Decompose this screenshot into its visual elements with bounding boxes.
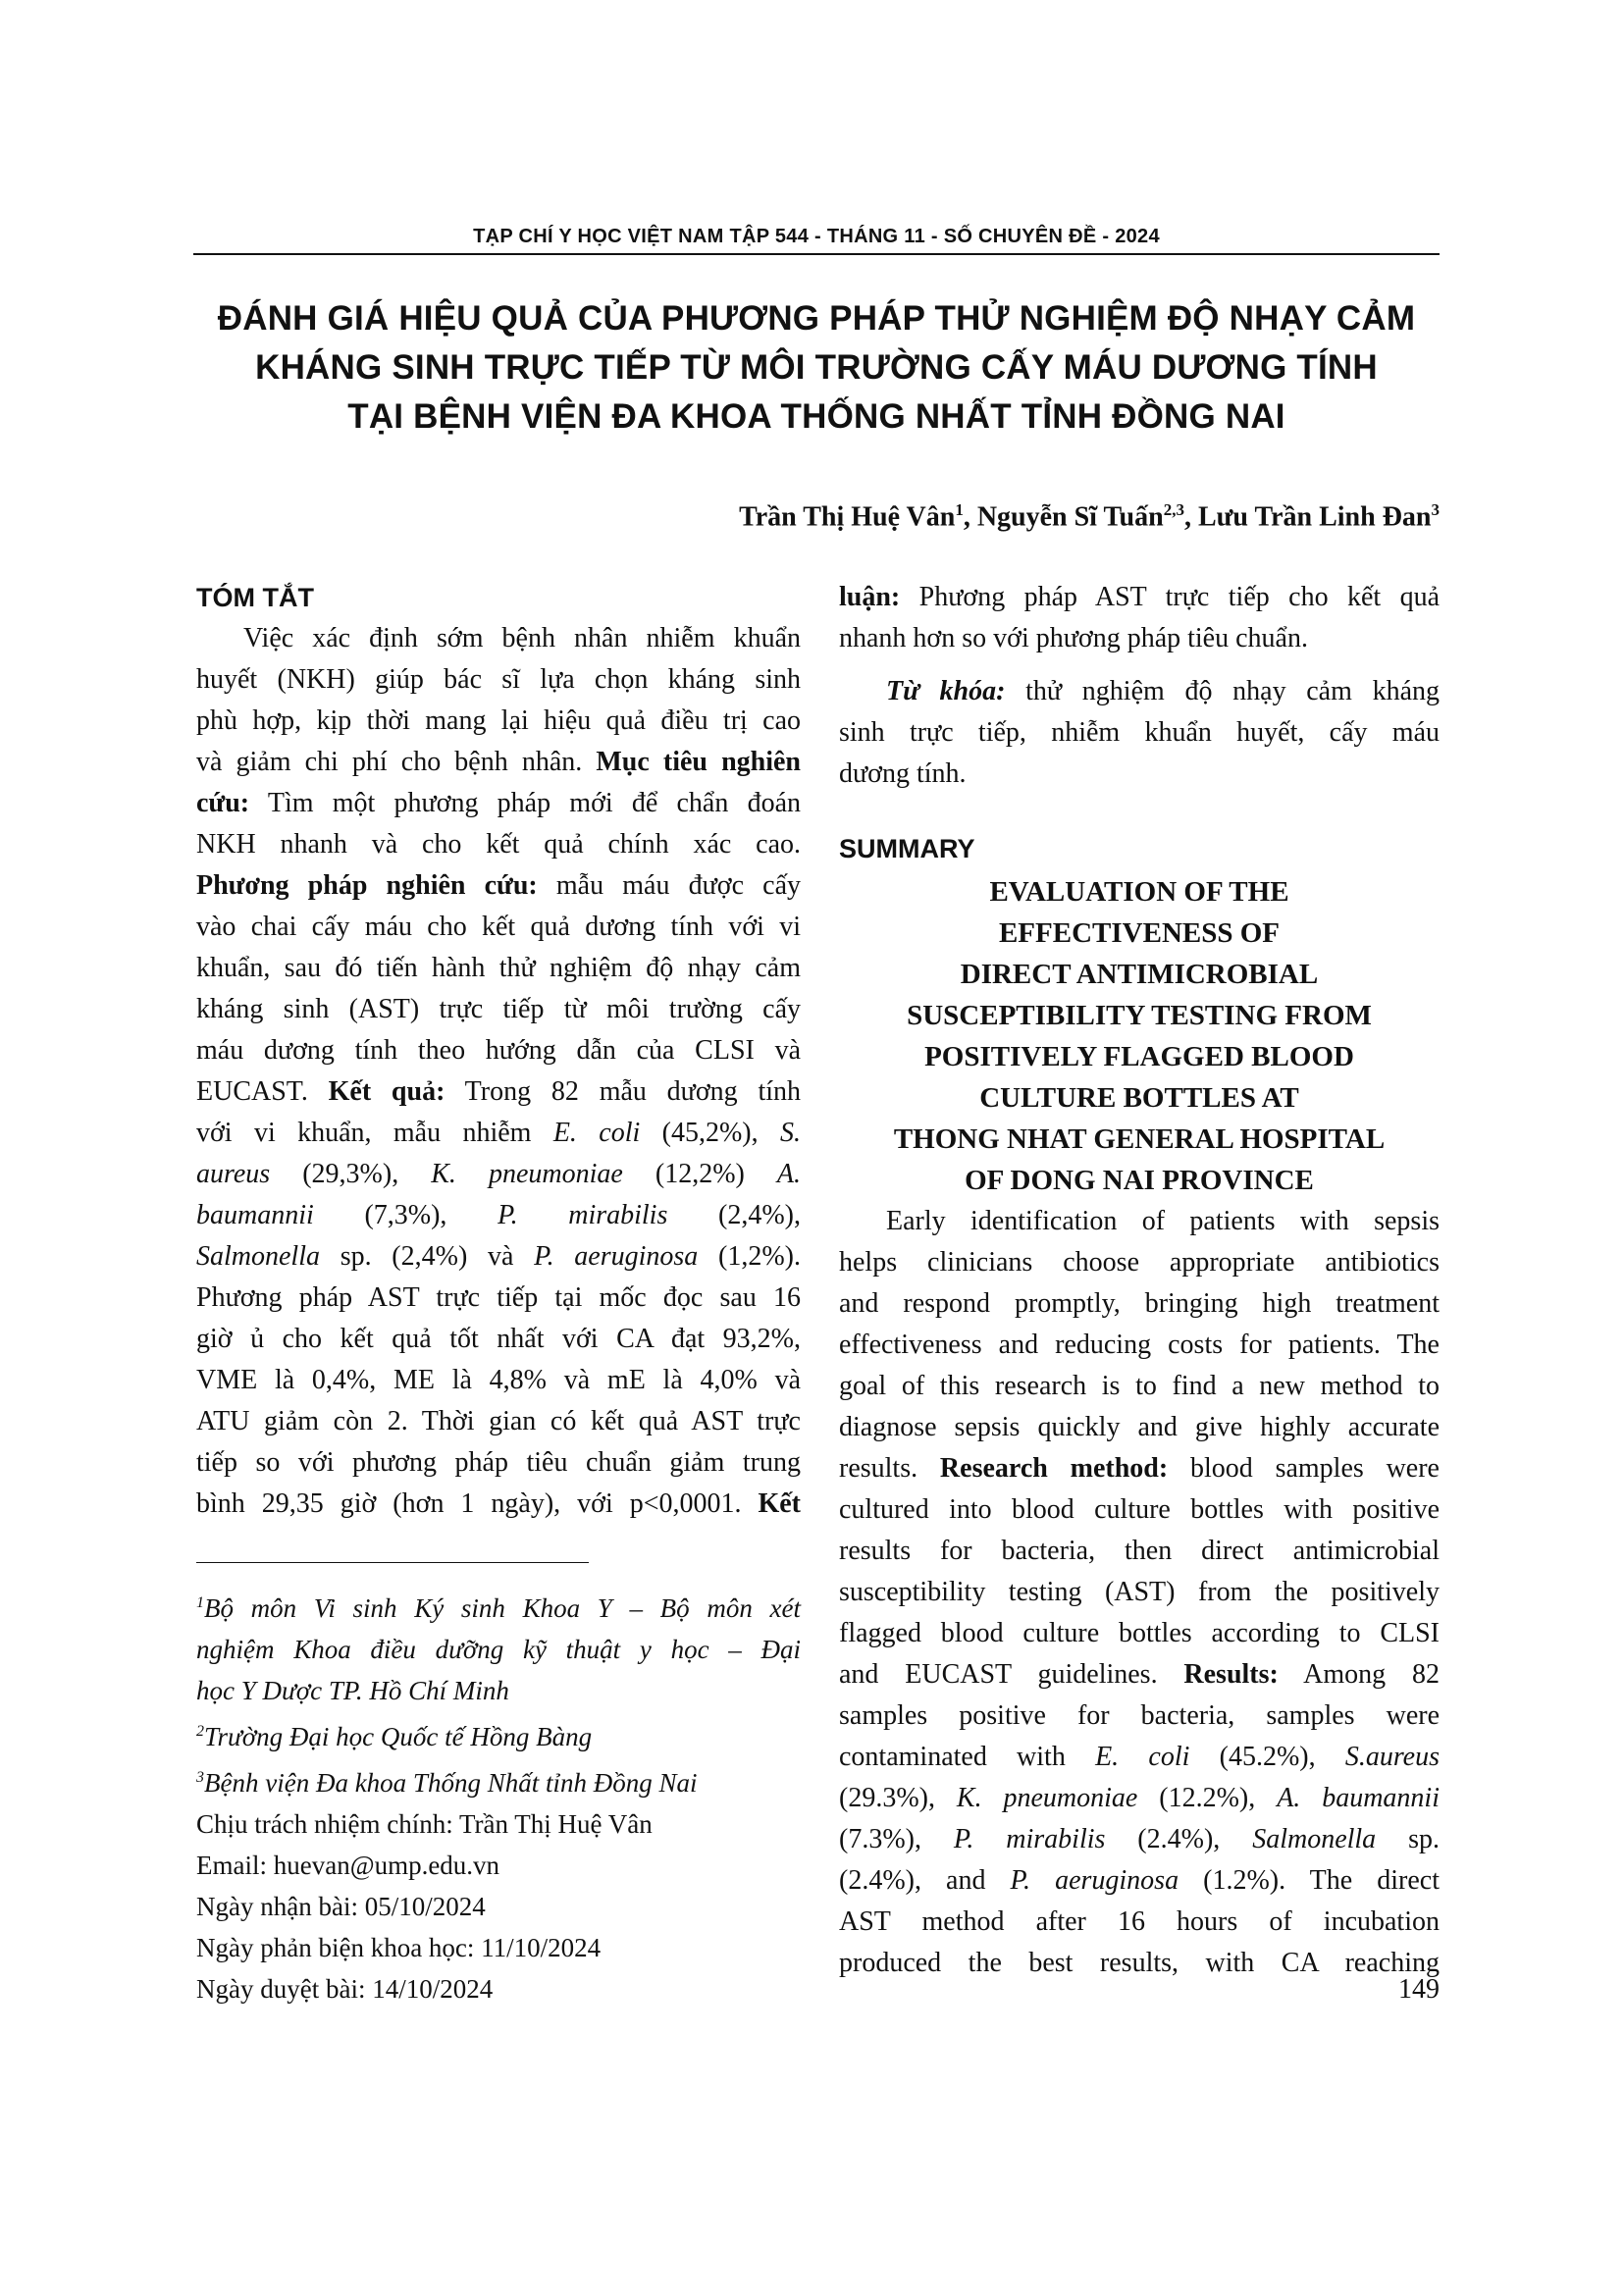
abstract-line: máu dương tính theo hướng dẫn của CLSI và [196,1035,801,1066]
summary-paragraph [839,1201,1440,1984]
abstract-line: nhanh hơn so với phương pháp tiêu chuẩn. [839,623,1308,653]
abstract-line: và giảm chi phí cho bệnh nhân. Mục tiêu nghiên [196,747,801,777]
keywords-line: sinh trực tiếp, nhiễm khuẩn huyết, cấy máu [839,717,1440,748]
summary-line: diagnose sepsis quickly and give highly accurate [839,1412,1440,1442]
footnote-line: học Y Dược TP. Hồ Chí Minh [196,1676,509,1705]
summary-line: contaminated with E. coli (45.2%), S.aureus [839,1742,1441,1772]
abstract-heading: TÓM TẮT [196,583,314,612]
affiliation-3 [196,1757,801,1803]
author-affiliation-mark: 1 [955,500,964,519]
footnote-line: $^1$Bộ môn Vi sinh Ký sinh Khoa Y – Bộ môn xét [196,1593,801,1623]
english-title-line: DIRECT ANTIMICROBIAL [960,959,1319,990]
english-title-line: EFFECTIVENESS OF [998,917,1281,949]
summary-line: effectiveness and reducing costs for patients. The [839,1330,1440,1360]
page-number: 149 [1398,1974,1440,2005]
author-affiliation-mark: 3 [1431,500,1440,519]
author-list [739,500,1440,533]
right-column [839,577,1440,1984]
abstract-line: tiếp so với phương pháp tiêu chuẩn giảm trung [196,1447,801,1478]
summary-line: samples positive for bacteria, samples were [839,1700,1440,1731]
journal-header: TẠP CHÍ Y HỌC VIỆT NAM TẬP 544 - THÁNG 11 - SỐ CHUYÊN ĐỀ - 2024 [473,226,1160,247]
author-separator: , [963,501,977,533]
abstract-line: NKH nhanh và cho kết quả chính xác cao. [196,829,801,860]
english-title-line: POSITIVELY FLAGGED BLOOD [924,1041,1354,1072]
summary-line: helps clinicians choose appropriate antibiotics [839,1247,1440,1278]
footnote-line: $^2$Trường Đại học Quốc tế Hồng Bàng [196,1722,593,1751]
english-title-line: THONG NHAT GENERAL HOSPITAL [893,1123,1386,1155]
summary-line: (7.3%), P. mirabilis (2.4%), Salmonella sp. [839,1824,1440,1854]
date-received: Ngày nhận bài: 05/10/2024 [196,1892,486,1921]
title-line-3: TẠI BỆNH VIỆN ĐA KHOA THỐNG NHẤT TỈNH ĐỒNG NAI [347,397,1285,436]
abstract-line: phù hợp, kịp thời mang lại hiệu quả điều trị cao [196,705,801,736]
footnote-line: nghiệm Khoa điều dưỡng kỹ thuật y học – Đại [196,1635,801,1664]
date-reviewed: Ngày phản biện khoa học: 11/10/2024 [196,1933,602,1962]
abstract-line: baumannii (7,3%), P. mirabilis (2,4%), [196,1200,801,1230]
keywords [839,671,1440,795]
summary-heading: SUMMARY [839,834,975,863]
summary-line: produced the best results, with CA reaching [839,1948,1440,1978]
abstract-line: ATU giảm còn 2. Thời gian có kết quả AST trực [196,1406,801,1436]
summary-line: (2.4%), and P. aeruginosa (1.2%). The direct [839,1865,1440,1896]
abstract-line: giờ ủ cho kết quả tốt nhất với CA đạt 93,2%, [196,1324,801,1354]
author-name: Nguyễn Sĩ Tuấn [976,501,1164,533]
summary-line: goal of this research is to find a new method to [839,1371,1440,1401]
summary-line: and respond promptly, bringing high treatment [839,1288,1440,1319]
author-name: Trần Thị Huệ Vân [739,501,956,533]
title-line-1: ĐÁNH GIÁ HIỆU QUẢ CỦA PHƯƠNG PHÁP THỬ NGHIỆM ĐỘ NHẠY CẢM [217,299,1416,338]
summary-line: AST method after 16 hours of incubation [839,1906,1440,1937]
abstract-line: huyết (NKH) giúp bác sĩ lựa chọn kháng sinh [196,664,801,695]
corresponding-author: Chịu trách nhiệm chính: Trần Thị Huệ Vân [196,1809,653,1839]
email: Email: huevan@ump.edu.vn [196,1851,500,1880]
article-title [193,294,1440,442]
abstract-line: với vi khuẩn, mẫu nhiễm E. coli (45,2%), S. [196,1118,801,1148]
date-accepted: Ngày duyệt bài: 14/10/2024 [196,1974,494,2004]
abstract-line: bình 29,35 giờ (hơn 1 ngày), với p<0,0001. Kết [196,1488,801,1519]
summary-line: Early identification of patients with sepsis [886,1206,1440,1236]
author-name: Lưu Trần Linh Đan [1197,501,1432,533]
abstract-line: Salmonella sp. (2,4%) và P. aeruginosa (1,2%). [196,1241,801,1272]
abstract-line: luận: Phương pháp AST trực tiếp cho kết quả [839,582,1440,612]
abstract-line: Việc xác định sớm bệnh nhân nhiễm khuẩn [243,623,801,653]
english-title [839,871,1440,1201]
summary-line: cultured into blood culture bottles with positive [839,1494,1440,1525]
summary-line: results. Research method: blood samples were [839,1453,1440,1484]
author-affiliation-mark: 2,3 [1163,500,1184,519]
abstract-line: khuẩn, sau đó tiến hành thử nghiệm độ nhạy cảm [196,953,801,983]
affiliation-1 [196,1583,801,1711]
english-title-line: OF DONG NAI PROVINCE [965,1165,1314,1196]
english-title-line: SUSCEPTIBILITY TESTING FROM [907,1000,1372,1031]
header-rule [193,253,1440,255]
affiliation-2 [196,1711,801,1757]
english-title-line: CULTURE BOTTLES AT [979,1082,1299,1114]
abstract-line: Phương pháp AST trực tiếp tại mốc đọc sau 16 [196,1282,801,1313]
keywords-line: dương tính. [839,758,967,789]
abstract-line: VME là 0,4%, ME là 4,8% và mE là 4,0% và [196,1365,801,1395]
summary-line: (29.3%), K. pneumoniae (12.2%), A. baumannii [839,1783,1440,1813]
author-separator: , [1183,501,1198,533]
abstract-conclusion [839,577,1440,659]
abstract-line: EUCAST. Kết quả: Trong 82 mẫu dương tính [196,1076,802,1107]
abstract-line: aureus (29,3%), K. pneumoniae (12,2%) A. [196,1159,801,1189]
abstract-line: vào chai cấy máu cho kết quả dương tính với vi [196,912,801,942]
summary-line: flagged blood culture bottles according to CLSI [839,1618,1440,1648]
summary-line: results for bacteria, then direct antimicrobial [839,1536,1440,1566]
footnotes [196,1583,801,2009]
abstract-line: cứu: Tìm một phương pháp mới để chẩn đoán [196,788,801,818]
summary-line: and EUCAST guidelines. Results: Among 82 [839,1659,1440,1690]
title-line-2: KHÁNG SINH TRỰC TIẾP TỪ MÔI TRƯỜNG CẤY MÁU DƯƠNG TÍNH [255,348,1378,387]
left-column [196,577,801,2009]
footnote-rule [196,1562,589,1563]
abstract-paragraph [196,618,801,1525]
abstract-line: Phương pháp nghiên cứu: mẫu máu được cấy [196,870,801,901]
summary-line: susceptibility testing (AST) from the positively [839,1577,1440,1607]
english-title-line: EVALUATION OF THE [989,876,1289,908]
footnote-line: $^3$Bệnh viện Đa khoa Thống Nhất tỉnh Đồng Nai [196,1768,698,1798]
keywords-line: Từ khóa: thử nghiệm độ nhạy cảm kháng [886,676,1440,706]
abstract-line: kháng sinh (AST) trực tiếp từ môi trường cấy [196,994,801,1024]
